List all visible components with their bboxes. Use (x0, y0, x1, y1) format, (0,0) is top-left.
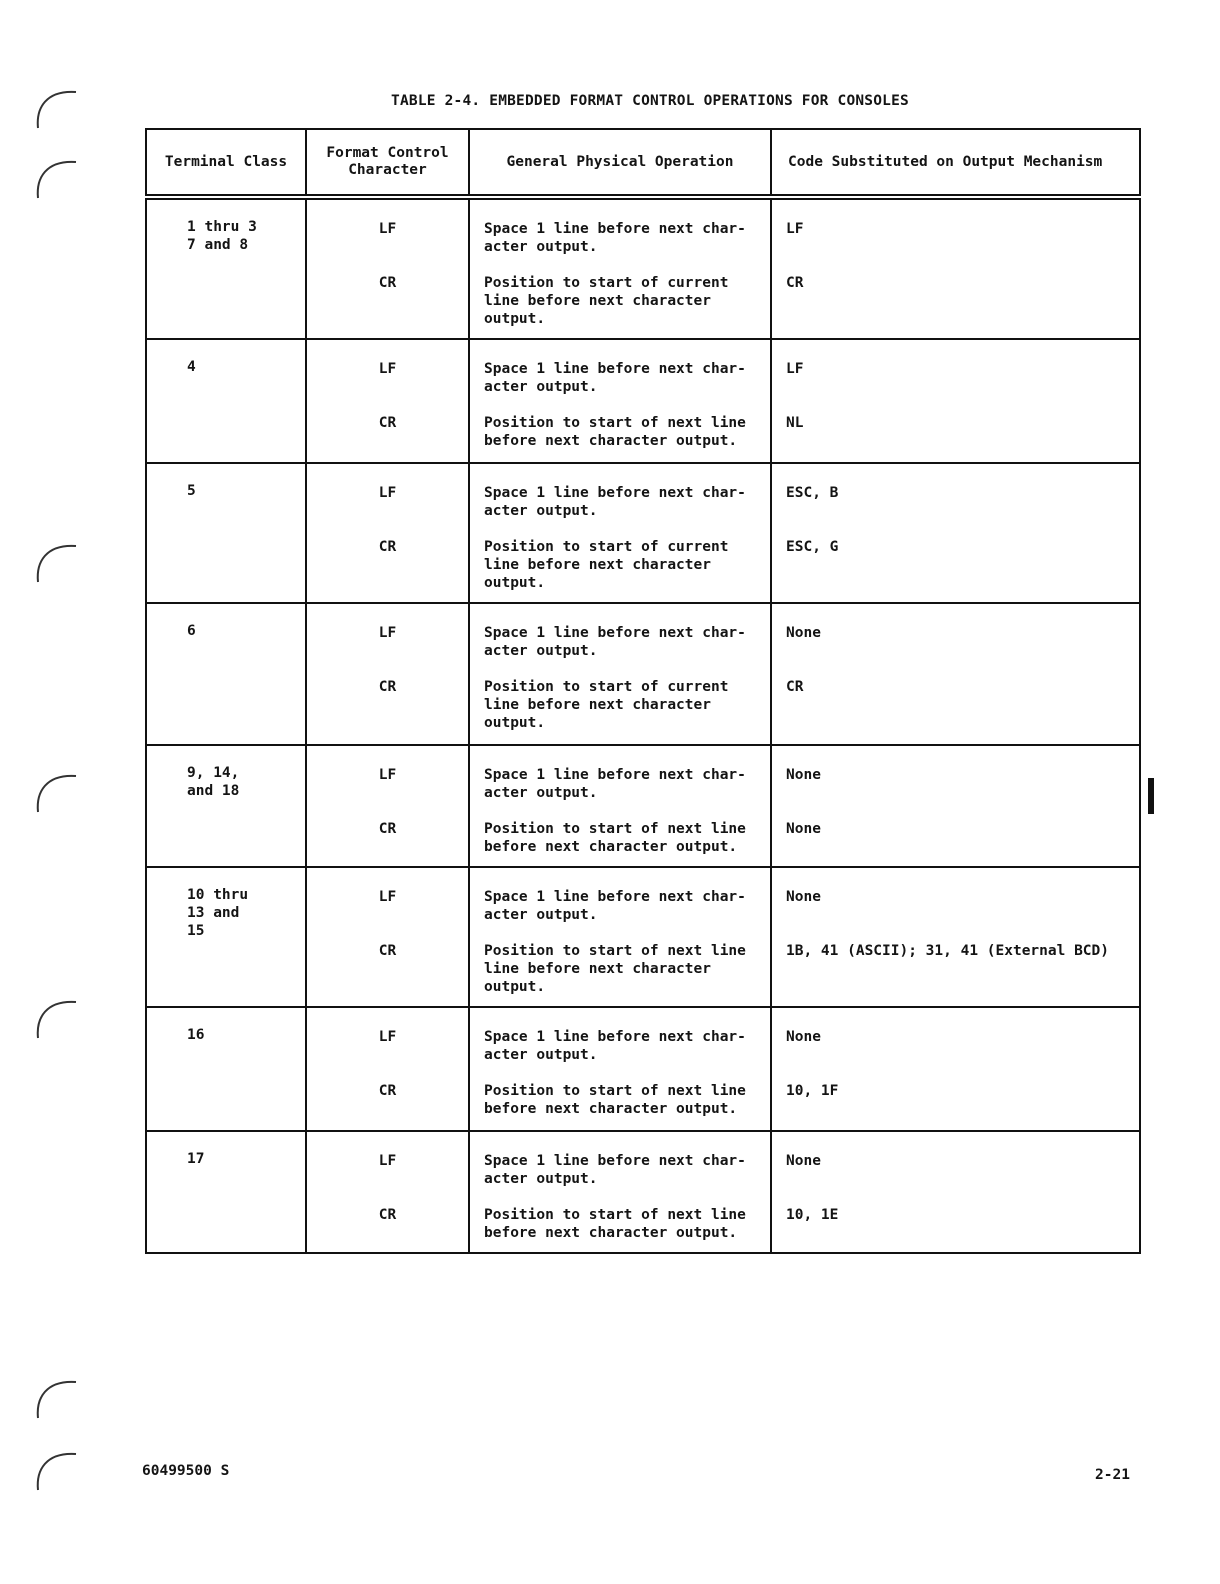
format-control-cell (306, 463, 469, 603)
lf-character: LF (378, 1153, 397, 1169)
operation-cell (469, 745, 771, 867)
lf-character: LF (378, 221, 397, 237)
format-control-cell (306, 339, 469, 463)
lf-code: LF (786, 361, 804, 377)
operation-cell (469, 1007, 771, 1131)
cr-operation: Position to start of next line line before next character output. (484, 943, 746, 995)
format-control-cell (306, 603, 469, 745)
lf-operation: Space 1 line before next char- acter output. (484, 361, 746, 395)
cr-operation: Position to start of current line before next character output. (484, 539, 729, 591)
lf-character: LF (378, 625, 397, 641)
header-terminal-class: Terminal Class (146, 129, 306, 197)
lf-operation: Space 1 line before next char- acter output. (484, 1153, 746, 1187)
cr-character: CR (378, 1207, 397, 1223)
table-row (146, 1007, 1140, 1131)
cr-operation: Position to start of current line before next character output. (484, 679, 729, 731)
terminal-class-cell: 9, 14, and 18 (146, 745, 306, 867)
format-control-cell (306, 1007, 469, 1131)
cr-character: CR (378, 821, 397, 837)
code-substituted-cell (771, 339, 1140, 463)
change-bar (1148, 778, 1154, 814)
lf-character: LF (378, 889, 397, 905)
page-number: 2-21 (1095, 1467, 1130, 1483)
lf-character: LF (378, 767, 397, 783)
cr-code: None (786, 821, 821, 837)
operation-cell (469, 1131, 771, 1253)
cr-operation: Position to start of next line before next character output. (484, 415, 746, 449)
table-row (146, 197, 1140, 339)
format-control-table (145, 128, 1141, 1254)
cr-code: 10, 1F (786, 1083, 839, 1099)
cr-operation: Position to start of next line before next character output. (484, 1083, 746, 1117)
lf-code: None (786, 767, 821, 783)
cr-operation: Position to start of next line before next character output. (484, 821, 746, 855)
document-number: 60499500 S (142, 1463, 230, 1479)
format-control-cell (306, 867, 469, 1007)
table-row (146, 603, 1140, 745)
cr-code: ESC, G (786, 539, 839, 555)
cr-character: CR (378, 1083, 397, 1099)
table-row (146, 867, 1140, 1007)
table-row (146, 745, 1140, 867)
cr-character: CR (378, 275, 397, 291)
lf-code: None (786, 1153, 821, 1169)
code-substituted-cell (771, 867, 1140, 1007)
cr-code: NL (786, 415, 804, 431)
lf-operation: Space 1 line before next char- acter output. (484, 625, 746, 659)
table-title: TABLE 2-4. EMBEDDED FORMAT CONTROL OPERATIONS FOR CONSOLES (391, 93, 909, 109)
cr-code: CR (786, 275, 804, 291)
table-header-row (146, 129, 1140, 197)
lf-operation: Space 1 line before next char- acter output. (484, 485, 746, 519)
cr-code: CR (786, 679, 804, 695)
lf-code: None (786, 625, 821, 641)
binder-hole-icon (28, 762, 84, 818)
code-substituted-cell (771, 463, 1140, 603)
binder-hole-icon (28, 988, 84, 1044)
format-control-cell (306, 1131, 469, 1253)
code-substituted-cell (771, 1007, 1140, 1131)
lf-operation: Space 1 line before next char- acter output. (484, 1029, 746, 1063)
header-general-operation: General Physical Operation (469, 129, 771, 197)
lf-operation: Space 1 line before next char- acter output. (484, 221, 746, 255)
cr-character: CR (378, 943, 397, 959)
terminal-class-cell: 1 thru 3 7 and 8 (146, 197, 306, 339)
cr-character: CR (378, 415, 397, 431)
operation-cell (469, 197, 771, 339)
terminal-class-cell: 17 (146, 1131, 306, 1253)
header-format-control: Format Control Character (306, 129, 469, 197)
terminal-class-cell: 10 thru 13 and 15 (146, 867, 306, 1007)
terminal-class-cell: 16 (146, 1007, 306, 1131)
lf-character: LF (378, 1029, 397, 1045)
format-control-cell (306, 745, 469, 867)
binder-hole-icon (28, 148, 84, 204)
binder-hole-icon (28, 1440, 84, 1496)
table-row (146, 463, 1140, 603)
cr-operation: Position to start of next line before next character output. (484, 1207, 746, 1241)
header-code-substituted: Code Substituted on Output Mechanism (771, 129, 1140, 197)
lf-operation: Space 1 line before next char- acter output. (484, 767, 746, 801)
cr-code: 1B, 41 (ASCII); 31, 41 (External BCD) (786, 943, 1110, 959)
operation-cell (469, 867, 771, 1007)
code-substituted-cell (771, 603, 1140, 745)
code-substituted-cell (771, 197, 1140, 339)
lf-character: LF (378, 485, 397, 501)
operation-cell (469, 339, 771, 463)
cr-operation: Position to start of current line before next character output. (484, 275, 729, 327)
lf-code: None (786, 889, 821, 905)
lf-code: None (786, 1029, 821, 1045)
binder-hole-icon (28, 532, 84, 588)
lf-code: LF (786, 221, 804, 237)
cr-code: 10, 1E (786, 1207, 839, 1223)
code-substituted-cell (771, 1131, 1140, 1253)
binder-hole-icon (28, 1368, 84, 1424)
lf-operation: Space 1 line before next char- acter output. (484, 889, 746, 923)
table-row (146, 1131, 1140, 1253)
terminal-class-cell: 4 (146, 339, 306, 463)
lf-code: ESC, B (786, 485, 839, 501)
cr-character: CR (378, 539, 397, 555)
cr-character: CR (378, 679, 397, 695)
terminal-class-cell: 6 (146, 603, 306, 745)
operation-cell (469, 603, 771, 745)
table-row (146, 339, 1140, 463)
terminal-class-cell: 5 (146, 463, 306, 603)
code-substituted-cell (771, 745, 1140, 867)
lf-character: LF (378, 361, 397, 377)
format-control-cell (306, 197, 469, 339)
operation-cell (469, 463, 771, 603)
